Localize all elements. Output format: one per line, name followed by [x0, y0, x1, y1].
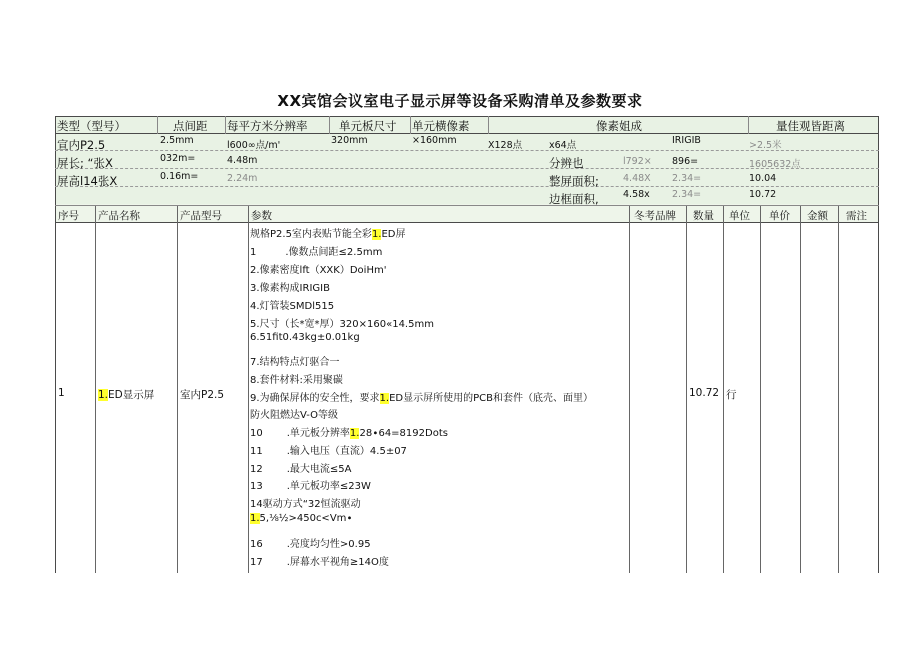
column-header-qty: 数量 — [693, 210, 714, 222]
column-header-model: 产品型号 — [180, 210, 222, 222]
param-line: 14驱动方式“32恒流驱动 — [250, 499, 361, 510]
param-line: 4.灯管装SMDl515 — [250, 301, 335, 312]
item-no: 1 — [58, 387, 65, 399]
param-line: 防火阻燃达V-O等级 — [250, 410, 339, 421]
item-qty: 10.72 — [689, 387, 720, 399]
spec-cell: 896= — [672, 156, 699, 167]
spec-cell: 10.04 — [749, 173, 777, 184]
spec-cell: 2.5mm — [160, 135, 194, 146]
param-line: 2.像素密度lft（XXK）DoiHm' — [250, 265, 387, 276]
spec-cell: 10.72 — [749, 189, 777, 200]
spec-cell: 2.34= — [672, 173, 702, 184]
param-line: 5.尺寸（长*宽*厚）320×160«14.5mm — [250, 319, 434, 330]
column-header-brand: 冬考品牌 — [634, 210, 676, 222]
item-model: 室内P2.5 — [180, 389, 225, 401]
param-line: 11 .输入电压（直流）4.5±07 — [250, 446, 407, 457]
spec-cell: 宣内P2.5 — [57, 138, 106, 152]
spec-cell: 4.48m — [227, 155, 258, 166]
param-line: 12 .最大电流≤5A — [250, 464, 352, 475]
param-line: 6.51fit0.43kg±0.01kg — [250, 332, 360, 343]
param-line: 规格P2.5室内表贴节能全彩1.ED屏 — [250, 229, 406, 240]
page-title: XX宾馆会议室电子显示屏等设备采购清单及参数要求 — [277, 92, 643, 110]
column-header-amount: 金额 — [807, 210, 828, 222]
spec-cell: 整屏面积; — [549, 174, 599, 188]
column-header-product-name: 产品名称 — [98, 210, 140, 222]
spec-header-viewing-distance: 量佳观皆距离 — [776, 119, 845, 133]
param-line: 10 .单元板分辨率1.28∙64=8192Dots — [250, 428, 448, 439]
column-header-no: 序号 — [58, 210, 79, 222]
spec-header-pitch: 点间距 — [173, 119, 208, 133]
spec-cell: 4.58x — [623, 189, 650, 200]
spec-cell: 0.16m= — [160, 171, 199, 182]
param-line: 3.像素构成IRIGIB — [250, 283, 330, 294]
spec-cell: 边框面积, — [549, 192, 599, 206]
spec-header-unit-size: 单元板尺寸 — [339, 119, 397, 133]
spec-cell: X128点 — [488, 140, 523, 151]
column-header-unit: 单位 — [729, 210, 750, 222]
param-line: 9.为确保屏体的安全性，要求1.ED显示屏所使用的PCB和套件（底壳、面里） — [250, 393, 593, 404]
column-header-remark: 需注 — [846, 210, 867, 222]
param-line: 1.5,⅛½>450c<Vm∙ — [250, 513, 353, 524]
param-line: 17 .屏幕水平视角≥14O度 — [250, 557, 389, 568]
spec-header-unit-pixels: 单元横像素 — [412, 119, 470, 133]
spec-cell: ×160mm — [412, 135, 457, 146]
spec-cell: 屏高l14张X — [57, 174, 118, 188]
spec-cell: 1605632点 — [749, 159, 801, 170]
spec-cell: 屏长; “张X — [57, 156, 113, 170]
spec-cell: 4.48X — [623, 173, 651, 184]
spec-cell: 2.34= — [672, 189, 702, 200]
spec-header-type: 类型（型号） — [57, 119, 126, 133]
param-line: 16 .亮度均匀性>0.95 — [250, 539, 371, 550]
spec-cell: x64点 — [549, 140, 577, 151]
spec-cell: >2.5米 — [749, 140, 782, 151]
param-line: 8.套件材料:采用聚碳 — [250, 375, 343, 386]
param-line: 13 .单元板功率≤23W — [250, 481, 371, 492]
spec-cell: 分辨也 — [549, 156, 584, 170]
item-unit: 行 — [726, 389, 737, 401]
spec-cell: l600∞点/m' — [227, 140, 281, 151]
param-line: 7.结构特点灯驱合一 — [250, 357, 340, 368]
item-name: 1.ED显示屏 — [98, 389, 155, 401]
spec-cell: 320mm — [331, 135, 368, 146]
spec-cell: 032m= — [160, 153, 196, 164]
spec-cell: IRIGIB — [672, 135, 701, 146]
column-header-params: 参数 — [251, 210, 272, 222]
spec-header-resolution: 每平方米分辨率 — [227, 119, 308, 133]
spec-header-pixel-composition: 像素姐成 — [596, 119, 642, 133]
column-header-price: 单价 — [769, 210, 790, 222]
spec-cell: 2.24m — [227, 173, 258, 184]
param-line: 1 .像数点间距≤2.5mm — [250, 247, 383, 258]
spec-cell: l792× — [623, 156, 652, 167]
